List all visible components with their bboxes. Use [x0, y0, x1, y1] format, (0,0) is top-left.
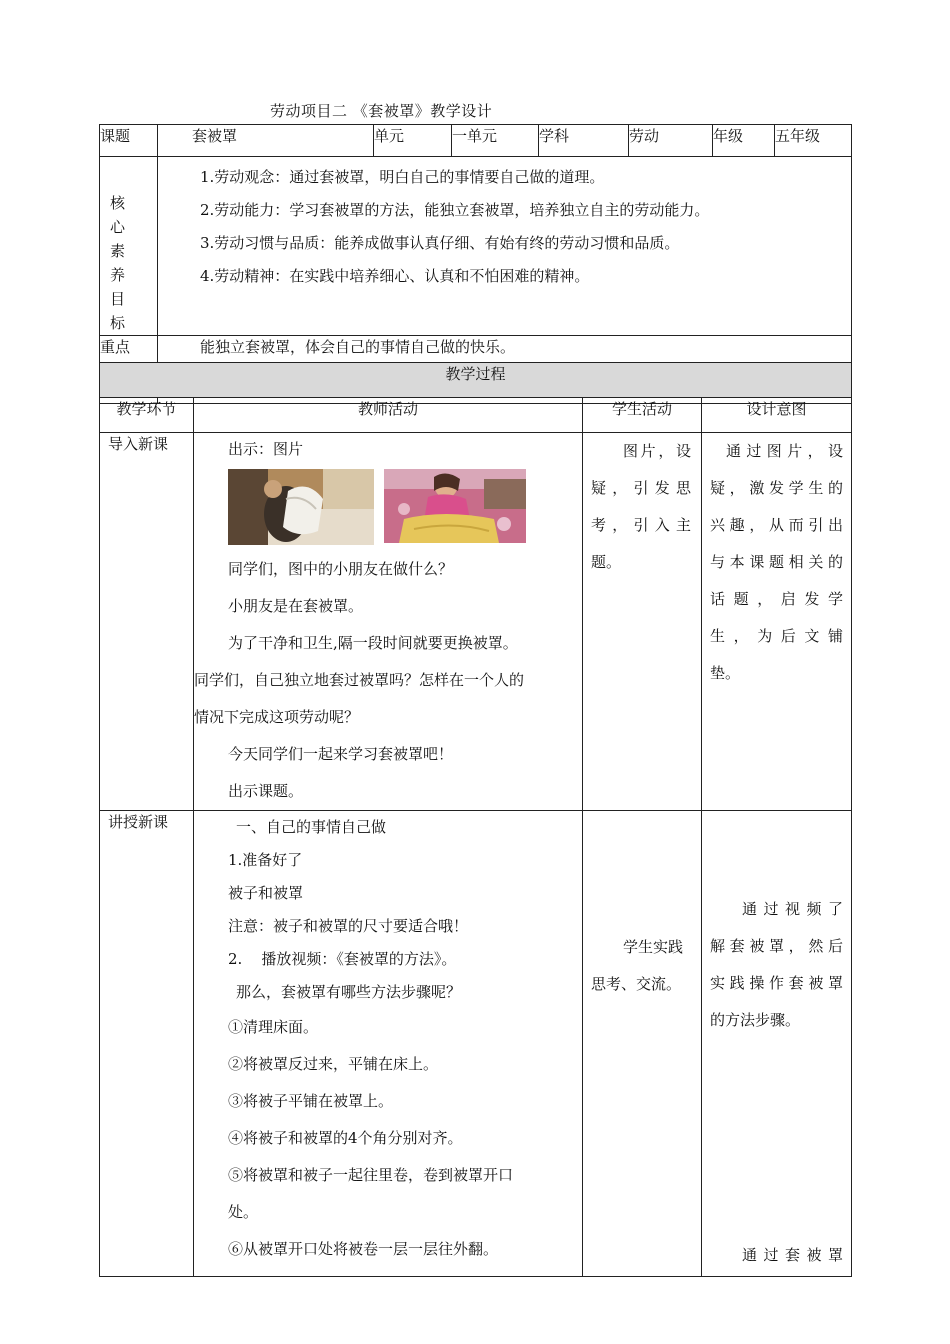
teacher-line: 一、自己的事情自己做: [236, 818, 387, 836]
intent-line: 实践操作套被罩: [710, 974, 843, 992]
column-header: 学生活动: [583, 398, 702, 433]
topic-value: 套被罩: [158, 125, 374, 157]
teacher-line: 被子和被罩: [228, 884, 304, 902]
intro-student-text: [583, 470, 701, 581]
key-point-label: 重点: [100, 336, 158, 370]
intro-photos: [194, 469, 582, 545]
intent-line: 与本课题相关的: [710, 553, 843, 571]
document-title: 劳动项目二 《套被罩》教学设计: [270, 102, 493, 120]
new-lesson-intent-text: [702, 928, 851, 1039]
new-lesson-stage: 讲授新课: [100, 811, 194, 1277]
photo-girl-with-quilt: [384, 469, 526, 543]
intent-line: 话题，启发学: [710, 590, 843, 608]
intent-first-wrap: [702, 891, 851, 928]
student-line: 思考、交流。: [591, 975, 682, 993]
teacher-line: 为了干净和卫生,隔一段时间就要更换被罩。: [228, 634, 518, 652]
teacher-line: ⑥从被罩开口处将被卷一层一层往外翻。: [228, 1240, 499, 1258]
teacher-line: ③将被子平铺在被罩上。: [228, 1092, 394, 1110]
new-lesson-intent-cell: [702, 811, 852, 1277]
intent-line: 解套被罩，然后: [710, 937, 843, 955]
column-header: 教学环节: [100, 398, 194, 433]
photo-boy-with-quilt: [228, 469, 374, 545]
intro-student-line0-wrap: [583, 433, 701, 470]
goals-label: 核心素养目标: [110, 194, 132, 332]
student-line: 疑，引发思: [591, 479, 691, 497]
goal-item: 2.劳动能力：学习套被罩的方法，能独立套被罩，培养独立自主的劳动能力。: [200, 201, 710, 219]
intent-tail: 通过套被罩: [742, 1246, 843, 1264]
new-lesson-teacher-cell: [194, 811, 583, 1277]
unit-label: 单元: [374, 125, 452, 157]
teacher-line: 同学们，图中的小朋友在做什么？: [228, 560, 454, 578]
goals-label-cell: [100, 157, 158, 336]
intent-first-wrap: [702, 433, 851, 470]
intent-line: 疑，激发学生的: [710, 479, 843, 497]
intent-line: 兴趣，从而引出: [710, 516, 843, 534]
teacher-line: 1.准备好了: [228, 851, 303, 869]
student-line: 题。: [591, 553, 622, 571]
goal-item: 4.劳动精神：在实践中培养细心、认真和不怕困难的精神。: [200, 267, 590, 285]
student-line: 图片，设: [623, 442, 691, 460]
teacher-line: 小朋友是在套被罩。: [228, 597, 364, 615]
intent-line: 垫。: [710, 664, 741, 682]
process-section-title: 教学过程: [100, 363, 852, 398]
teacher-line: ①清理床面。: [228, 1018, 319, 1036]
intro-student-cell: [583, 433, 702, 811]
student-line: 考，引入主: [591, 516, 691, 534]
teacher-line: 处。: [228, 1203, 259, 1221]
intent-line: 的方法步骤。: [710, 1011, 801, 1029]
process-table: [99, 362, 852, 1277]
teacher-line: 出示：图片: [228, 440, 304, 458]
intent-line: 生，为后文铺: [710, 627, 843, 645]
student-line-wrap: [583, 966, 701, 1003]
student-line: 学生实践: [623, 938, 684, 956]
teacher-line: ②将被罩反过来，平铺在床上。: [228, 1055, 439, 1073]
column-header: 设计意图: [702, 398, 852, 433]
unit-value: 一单元: [452, 125, 539, 157]
intent-tail-wrap: [734, 1237, 851, 1274]
teacher-line: ④将被子和被罩的4个角分别对齐。: [228, 1129, 463, 1147]
goals-cell: [158, 157, 852, 336]
teacher-line: ⑤将被罩和被子一起往里卷，卷到被罩开口: [228, 1166, 514, 1184]
teacher-line: 那么，套被罩有哪些方法步骤呢？: [236, 983, 462, 1001]
intro-teacher-cell: [194, 433, 583, 811]
intro-stage: 导入新课: [100, 433, 194, 811]
teacher-line: 情况下完成这项劳动呢？: [194, 708, 360, 726]
intent-line: 通过图片，设: [726, 442, 843, 460]
column-header: 教师活动: [194, 398, 583, 433]
goal-item: 3.劳动习惯与品质：能养成做事认真仔细、有始有终的劳动习惯和品质。: [200, 234, 680, 252]
subject-value: 劳动: [629, 125, 713, 157]
intro-intent-text: [702, 470, 851, 692]
goals-list: [158, 157, 851, 293]
intent-line: 通过视频了: [742, 900, 843, 918]
topic-label: 课题: [100, 125, 158, 157]
new-lesson-student-cell: [583, 811, 702, 1277]
teacher-line: 2. 播放视频：《套被罩的方法》。: [228, 950, 457, 968]
teacher-line: 同学们，自己独立地套过被罩吗？怎样在一个人的: [194, 671, 525, 689]
key-point-value: 能独立套被罩，体会自己的事情自己做的快乐。: [158, 336, 852, 370]
teacher-line: 今天同学们一起来学习套被罩吧！: [228, 745, 454, 763]
student-line-wrap: [583, 929, 701, 966]
goal-item: 1.劳动观念：通过套被罩，明白自己的事情要自己做的道理。: [200, 168, 605, 186]
subject-label: 学科: [539, 125, 629, 157]
teacher-line: 出示课题。: [228, 782, 304, 800]
grade-value: 五年级: [775, 125, 852, 157]
intro-intent-cell: [702, 433, 852, 811]
teacher-line: 注意：被子和被罩的尺寸要适合哦！: [228, 917, 469, 935]
grade-label: 年级: [713, 125, 775, 157]
